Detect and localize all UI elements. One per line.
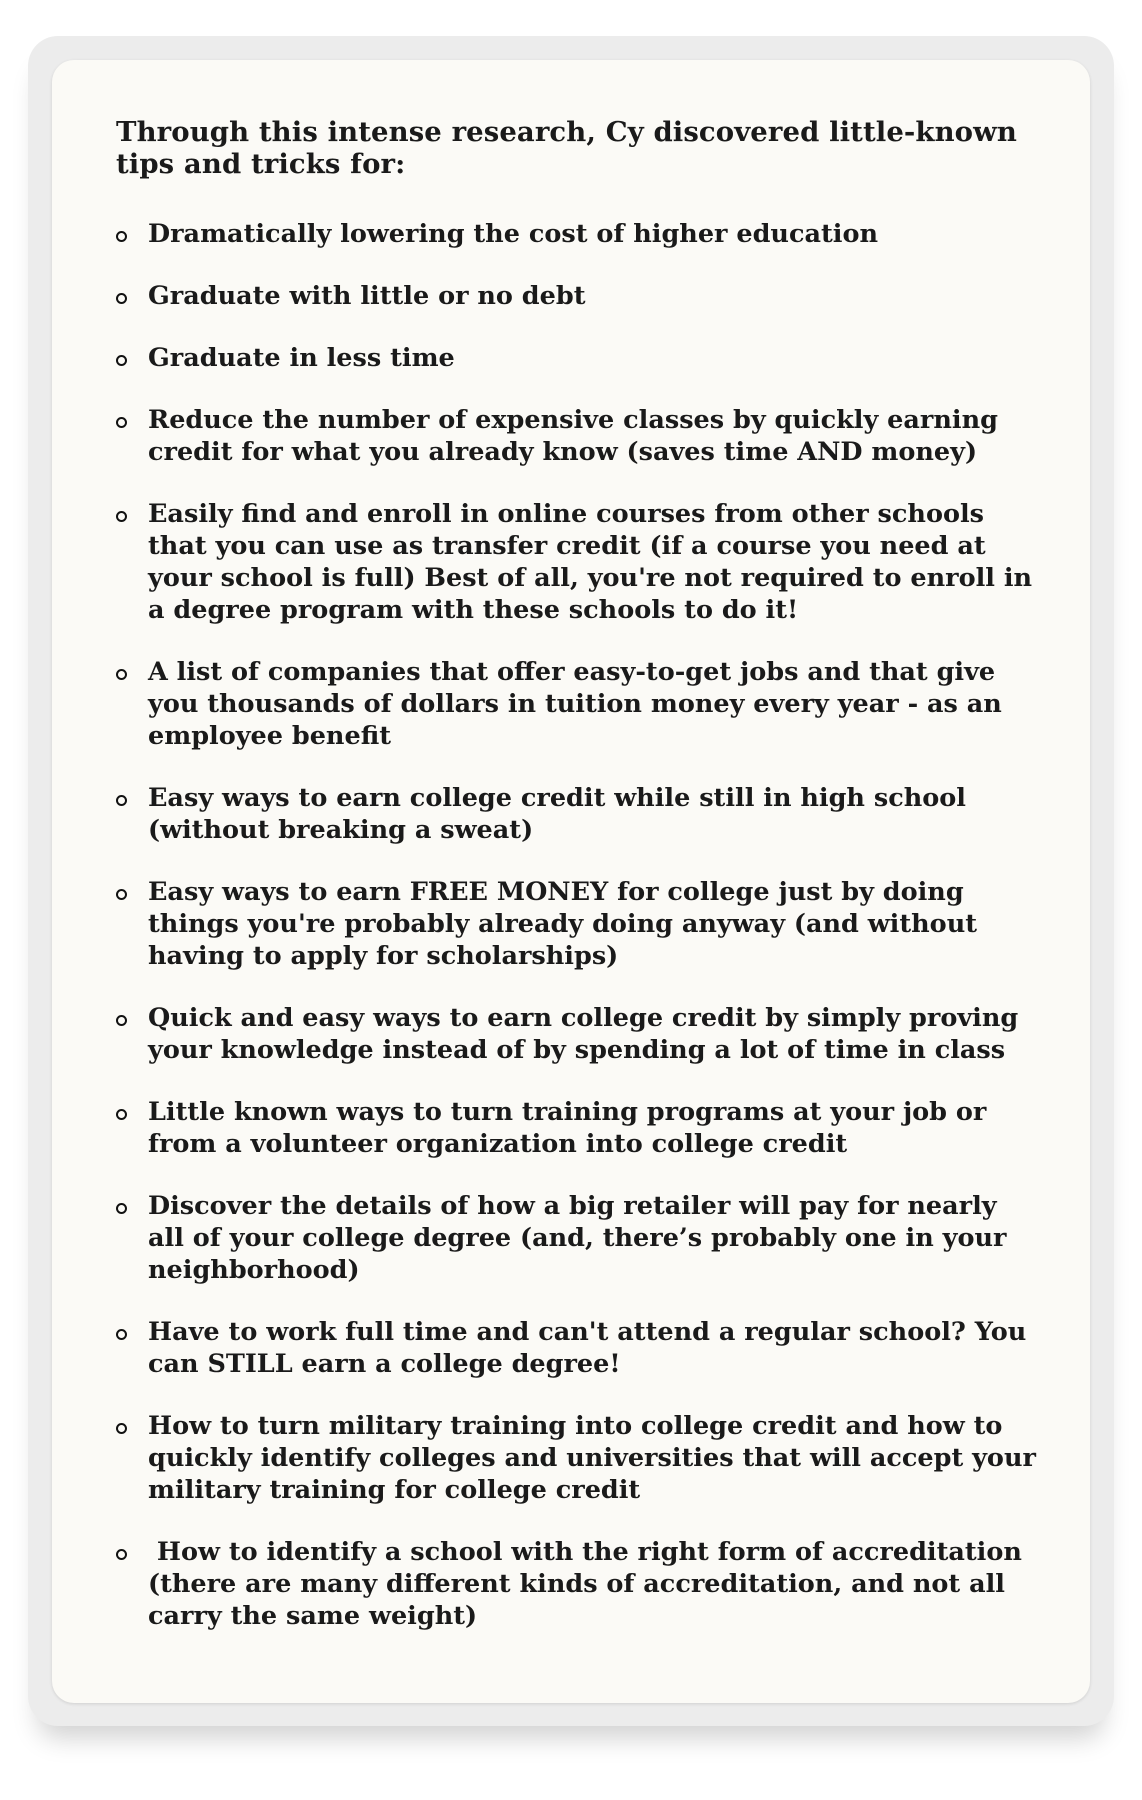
circle-bullet-icon <box>116 1549 127 1560</box>
circle-bullet-icon <box>116 1423 127 1434</box>
circle-bullet-icon <box>116 417 127 428</box>
list-item <box>116 656 1036 752</box>
list-item-text: How to turn military training into college credit and how to quickly identify colleges and universities that will accept your military training for college credit <box>148 1411 1036 1505</box>
list-item <box>116 404 1036 468</box>
circle-bullet-icon <box>116 669 127 680</box>
list-item <box>116 1410 1036 1506</box>
intro-heading: Through this intense research, Cy discovered little-known tips and tricks for: <box>116 116 1017 180</box>
circle-bullet-icon <box>116 1329 127 1340</box>
circle-bullet-icon <box>116 355 127 366</box>
list-item <box>116 1096 1036 1160</box>
card-content <box>116 116 1036 1662</box>
list-item <box>116 218 1036 250</box>
list-item-text: Little known ways to turn training programs at your job or from a volunteer organization into college credit <box>148 1097 987 1159</box>
list-item-text: Graduate in less time <box>148 343 455 373</box>
list-item-text: Easy ways to earn college credit while still in high school (without breaking a sweat) <box>148 783 966 845</box>
list-item <box>116 498 1036 626</box>
list-item-text: Easy ways to earn FREE MONEY for college just by doing things you're probably already doing anyway (and without having to apply for scholarships) <box>148 877 978 971</box>
list-item <box>116 1002 1036 1066</box>
list-item <box>116 280 1036 312</box>
list-item-text: Easily find and enroll in online courses from other schools that you can use as transfer credit (if a course you need at your school is full) Best of all, you're not required to enroll in a degree program with these schools to do it! <box>148 499 1033 625</box>
circle-bullet-icon <box>116 1109 127 1120</box>
list-item-text: Graduate with little or no debt <box>148 281 586 311</box>
circle-bullet-icon <box>116 511 127 522</box>
list-item <box>116 782 1036 846</box>
list-item-text: A list of companies that offer easy-to-get jobs and that give you thousands of dollars in tuition money every year - as an employee benefit <box>148 657 1002 751</box>
list-item-text: Have to work full time and can't attend a regular school? You can STILL earn a college degree! <box>148 1317 1027 1379</box>
list-item <box>116 1316 1036 1380</box>
circle-bullet-icon <box>116 293 127 304</box>
list-item-text: How to identify a school with the right form of accreditation (there are many different kinds of accreditation, and not all carry the same weight) <box>148 1537 1031 1631</box>
circle-bullet-icon <box>116 1015 127 1026</box>
list-item-text: Discover the details of how a big retailer will pay for nearly all of your college degree (and, there’s probably one in your neighborhood) <box>148 1191 1007 1285</box>
tips-list <box>116 218 1036 1632</box>
list-item-text: Dramatically lowering the cost of higher education <box>148 219 879 249</box>
list-item <box>116 1536 1036 1632</box>
circle-bullet-icon <box>116 795 127 806</box>
content-card <box>52 60 1090 1703</box>
list-item-text: Quick and easy ways to earn college credit by simply proving your knowledge instead of by spending a lot of time in class <box>148 1003 1019 1065</box>
circle-bullet-icon <box>116 1203 127 1214</box>
list-item <box>116 1190 1036 1286</box>
list-item-text: Reduce the number of expensive classes by quickly earning credit for what you already know (saves time AND money) <box>148 405 998 467</box>
list-item <box>116 876 1036 972</box>
list-item <box>116 342 1036 374</box>
circle-bullet-icon <box>116 231 127 242</box>
circle-bullet-icon <box>116 889 127 900</box>
